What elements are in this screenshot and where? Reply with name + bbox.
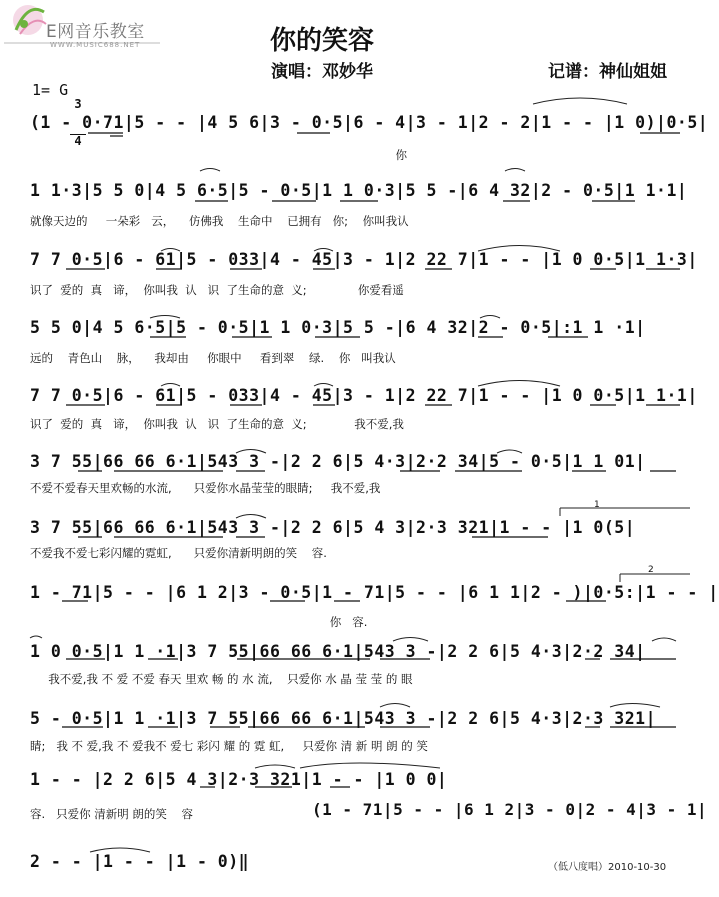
score-row-8: 1 - 71|5 - - |6 1 2|3 - 0·5|1 - 71|5 - - |6 1 1|2 - )|0·5:|1 - - | (30, 583, 719, 602)
transcriber-credit: 记谱：神仙姐姐 (548, 62, 667, 82)
site-logo[interactable] (2, 4, 172, 60)
lyric-row-3: 识了 爱的 真 谛， 你叫我 认 识 了生命的意 义; 你爱看遥 (30, 283, 404, 297)
lyric-row-7: 不爱我不爱七彩闪耀的霓虹, 只爱你清新明朗的笑 容. (30, 546, 327, 560)
lyric-row-1: 你 (30, 148, 408, 162)
lyric-row-10: 睛; 我 不 爱,我 不 爱我不 爱七 彩闪 耀 的 霓 虹, 只爱你 清 新 明 朗 的 笑 (30, 739, 428, 753)
lyric-row-8: 你 容. (30, 615, 368, 629)
score-row-10: 5 - 0·5|1 1 ·1|3 7 55|66 66 6·1|543 3 -|2 2 6|5 4·3|2·3 321| (30, 709, 657, 728)
score-row-6: 3 7 55|66 66 6·1|543 3 -|2 2 6|5 4·3|2·2 34|5 - 0·5|1 1 01| (30, 452, 646, 471)
key-signature: 1= G (32, 81, 69, 99)
footer-note: （低八度唱）2010-10-30 (548, 862, 667, 873)
score-row-12: 2 - - |1 - - |1 - 0)‖ (30, 852, 250, 871)
lyric-row-2: 就像天边的 一朵彩 云， 仿佛我 生命中 已拥有 你; 你叫我认 (30, 214, 409, 228)
volta-first-label: 1 (594, 500, 600, 510)
score-row-5: 7 7 0·5|6 - 61|5 - 033|4 - 45|3 - 1|2 22 7|1 - - |1 0 0·5|1 1·1| (30, 386, 698, 405)
score-row-1: (1 - 0·71|5 - - |4 5 6|3 - 0·5|6 - 4|3 - 1|2 - 2|1 - - |1 0)|0·5| (30, 113, 709, 132)
lyric-row-11: 容. 只爱你 清新明 朗的笑 容 (30, 807, 194, 821)
lyric-row-4: 远的 青色山 脉， 我却由 你眼中 看到翠 绿. 你 叫我认 (30, 351, 396, 365)
lyric-row-5: 识了 爱的 真 谛， 你叫我 认 识 了生命的意 义; 我不爱,我 (30, 417, 404, 431)
lyric-row-6: 不爱不爱春天里欢畅的水流, 只爱你水晶莹莹的眼睛; 我不爱,我 (30, 481, 381, 495)
score-row-11: 1 - - |2 2 6|5 4 3|2·3 321|1 - - |1 0 0| (30, 770, 448, 789)
time-denominator: 4 (70, 134, 86, 147)
score-row-9: 1 0 0·5|1 1 ·1|3 7 55|66 66 6·1|543 3 -|2 2 6|5 4·3|2·2 34| (30, 642, 646, 661)
logo-name: E网音乐教室 (46, 22, 145, 42)
score-row-4: 5 5 0|4 5 6·5|5 - 0·5|1 1 0·3|5 5 -|6 4 32|2 - 0·5|:1 1 ·1| (30, 318, 646, 337)
singer-credit: 演唱：邓妙华 (271, 62, 373, 82)
logo-url: WWW.MUSIC688.NET (50, 41, 141, 49)
score-row-2: 1 1·3|5 5 0|4 5 6·5|5 - 0·5|1 1 0·3|5 5 -|6 4 32|2 - 0·5|1 1·1| (30, 181, 688, 200)
score-row-7: 3 7 55|66 66 6·1|543 3 -|2 2 6|5 4 3|2·3 321|1 - - |1 0(5| (30, 518, 636, 537)
ending-intro: (1 - 71|5 - - |6 1 2|3 - 0|2 - 4|3 - 1| (312, 800, 708, 819)
song-title: 你的笑容 (270, 26, 375, 56)
volta-second-label: 2 (648, 565, 654, 575)
score-row-3: 7 7 0·5|6 - 61|5 - 033|4 - 45|3 - 1|2 22 7|1 - - |1 0 0·5|1 1·3| (30, 250, 698, 269)
lyric-row-9: 我不爱,我 不 爱 不爱 春天 里欢 畅 的 水 流, 只爱你 水 晶 莹 莹 的 眼 (30, 672, 413, 686)
time-numerator: 3 (74, 97, 82, 111)
